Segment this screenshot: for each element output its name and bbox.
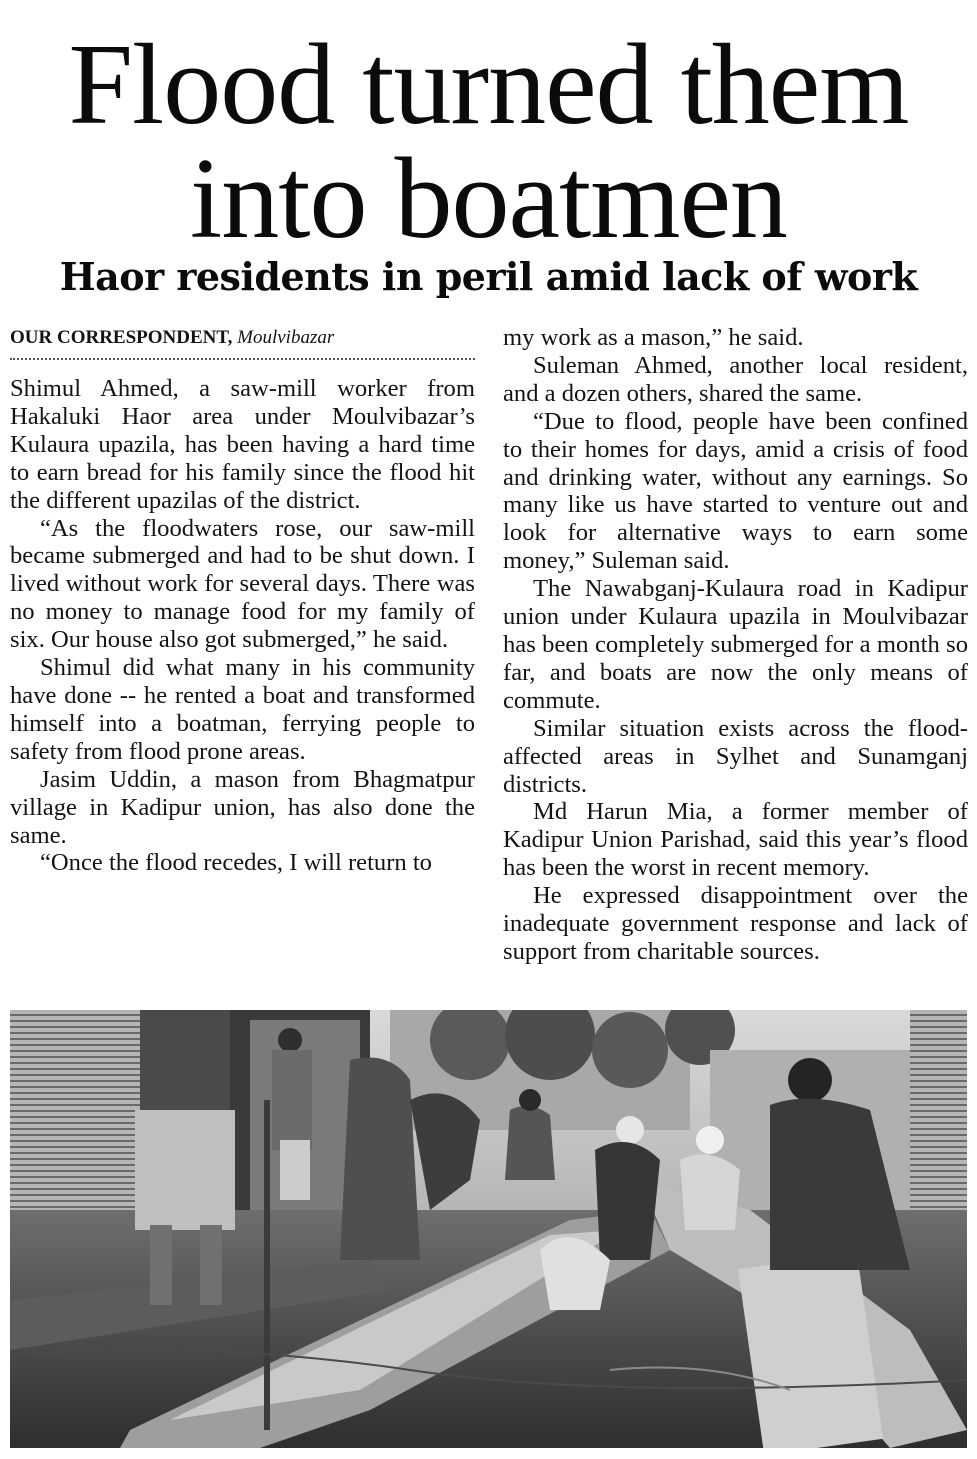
byline-location: Moulvibazar (237, 327, 335, 348)
headline-line-1: Flood turned them (68, 21, 909, 149)
paragraph: Similar situation exists across the flood-affected areas in Sylhet and Sunamganj districts. (503, 714, 968, 798)
article-column-left (10, 324, 475, 877)
headline (0, 21, 977, 263)
photo-illustration (10, 1010, 967, 1448)
paragraph-continued: my work as a mason,” he said. (503, 324, 804, 351)
man-right-foreground (788, 1058, 832, 1102)
paragraph: “Due to flood, people have been confined to their homes for days, amid a crisis of food and drinking water, without any earnings. So many like us have started to venture out and look for alternative ways to earn some money,” Suleman said. (503, 407, 968, 575)
paragraph: Shimul Ahmed, a saw-mill worker from Hakaluki Haor area under Moulvibazar’s Kulaura upazila, has been having a hard time to earn bread for his family since the flood hit the different upazilas of the district. (10, 375, 475, 514)
paragraph: Jasim Uddin, a mason from Bhagmatpur village in Kadipur union, has also done the same. (10, 765, 475, 849)
paragraph: Suleman Ahmed, another local resident, and a dozen others, shared the same. (503, 351, 968, 407)
article-column-right (503, 324, 968, 966)
byline (10, 324, 475, 360)
paragraph: The Nawabganj-Kulaura road in Kadipur union under Kulaura upazila in Moulvibazar has been completely submerged for a month so far, and boats are now the only means of commute. (503, 575, 968, 714)
subheadline: Haor residents in peril amid lack of work (59, 254, 918, 299)
paragraph: “As the floodwaters rose, our saw-mill became submerged and had to be shut down. I lived without work for several days. There was no money to manage food for my family of six. Our house also got submerged,” he said. (10, 514, 475, 654)
news-photo-boats-flooded-street (10, 1010, 967, 1448)
headline-line-2: into boatmen (190, 135, 787, 263)
paragraph: He expressed disappointment over the inadequate government response and lack of support from charitable sources. (503, 882, 968, 965)
woman-in-burqa (340, 1058, 420, 1261)
paragraph: “Once the flood recedes, I will return to (40, 849, 432, 877)
byline-author: OUR CORRESPONDENT, (10, 327, 233, 348)
paragraph: Shimul did what many in his community have done -- he rented a boat and transformed himself into a boatman, ferrying people to safety from flood prone areas. (10, 654, 475, 765)
paragraph: Md Harun Mia, a former member of Kadipur Union Parishad, said this year’s flood has been the worst in recent memory. (503, 798, 968, 882)
